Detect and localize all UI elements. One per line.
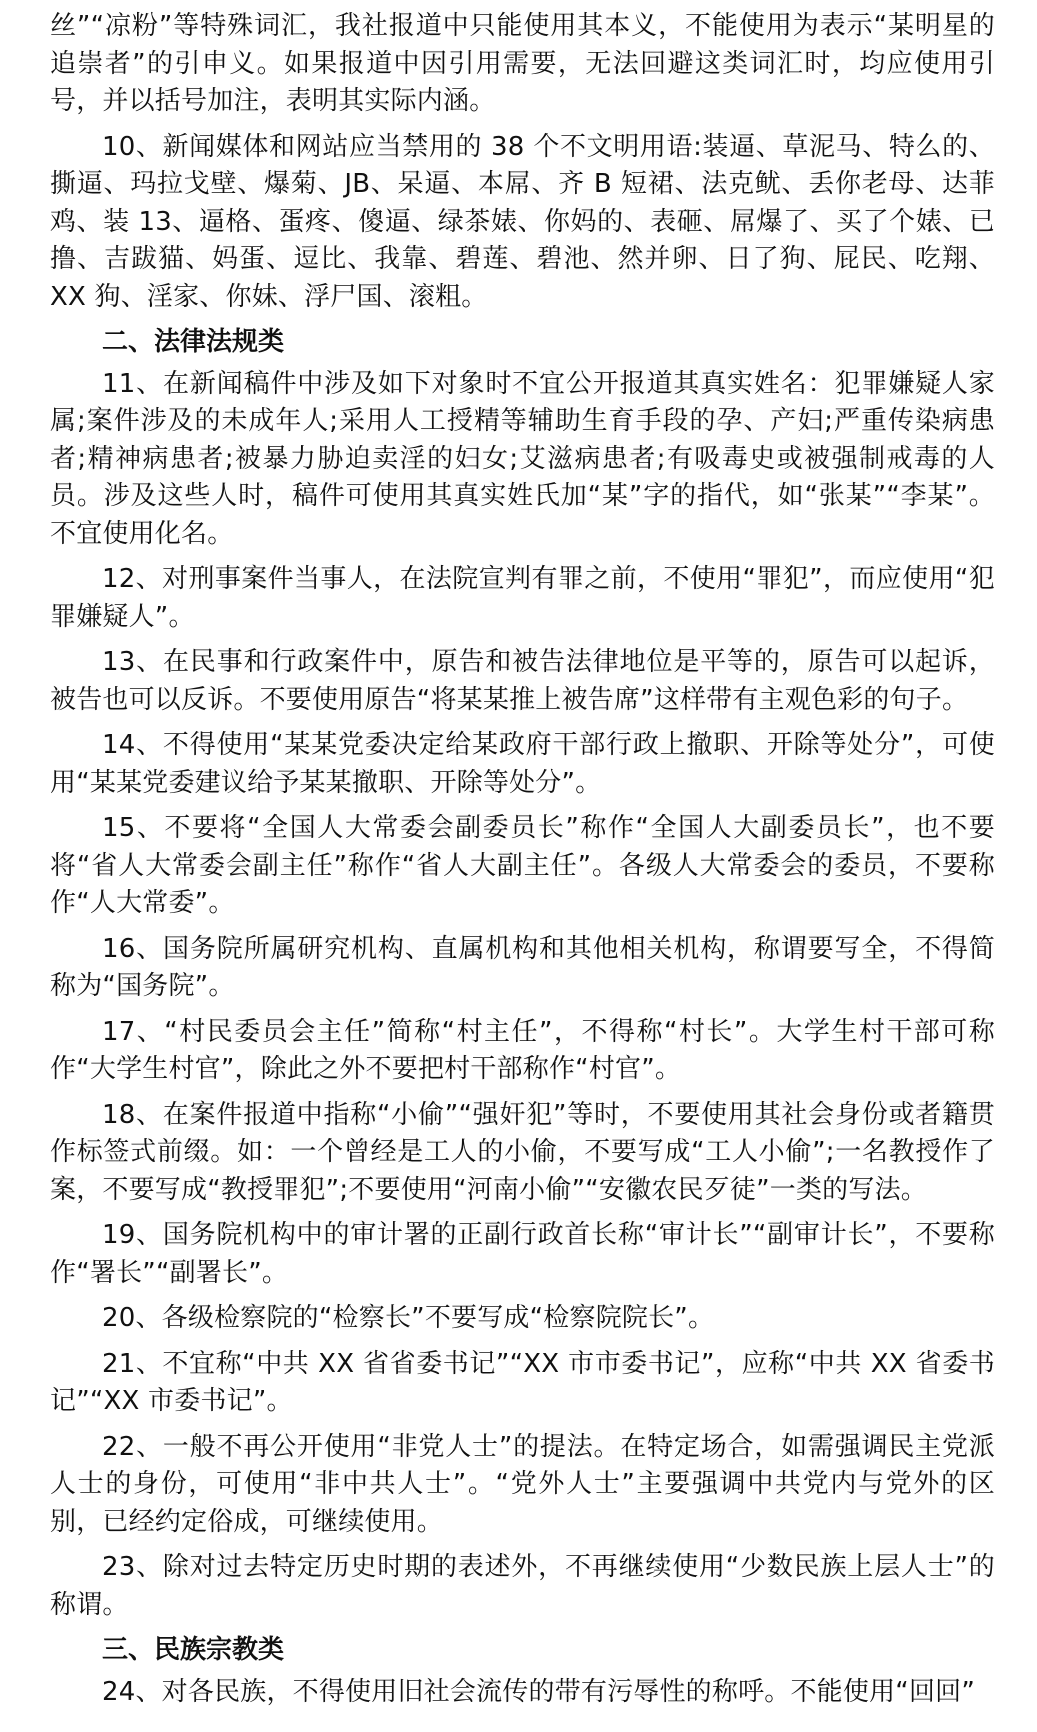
paragraph-item-23: 23、除对过去特定历史时期的表述外，不再继续使用“少数民族上层人士”的称谓。 <box>50 1552 995 1620</box>
paragraph-item-14: 14、不得使用“某某党委决定给某政府干部行政上撤职、开除等处分”，可使用“某某党委建议给予某某撤职、开除等处分”。 <box>50 730 995 798</box>
document-page <box>50 8 995 1719</box>
paragraph-item-24: 24、对各民族，不得使用旧社会流传的带有污辱性的称呼。不能使用“回回” <box>102 1676 976 1707</box>
paragraph-item-10: 10、新闻媒体和网站应当禁用的 38 个不文明用语:装逼、草泥马、特么的、撕逼、玛拉戈壁、爆菊、JB、呆逼、本屌、齐 B 短裙、法克鱿、丢你老母、达菲鸡、装 13、逼格、蛋疼、傻逼、绿茶婊、你妈的、表砸、屌爆了、买了个婊、已撸、吉跋猫、妈蛋、逗比、我靠、碧莲、碧池、然并卵、日了狗、屁民、吃翔、XX 狗、淫家、你妹、浮尸国、滚粗。 <box>50 131 995 312</box>
paragraph-item-21: 21、不宜称“中共 XX 省省委书记”“XX 市市委书记”，应称“中共 XX 省委书记”“XX 市委书记”。 <box>50 1348 995 1416</box>
paragraph-item-17: 17、“村民委员会主任”简称“村主任”，不得称“村长”。大学生村干部可称作“大学生村官”，除此之外不要把村干部称作“村官”。 <box>50 1016 995 1084</box>
paragraph-item-20: 20、各级检察院的“检察长”不要写成“检察院院长”。 <box>102 1303 715 1333</box>
paragraph-item-22: 22、一般不再公开使用“非党人士”的提法。在特定场合，如需强调民主党派人士的身份，可使用“非中共人士”。“党外人士”主要强调中共党内与党外的区别，已经约定俗成，可继续使用。 <box>50 1431 995 1537</box>
paragraph-item-11: 11、在新闻稿件中涉及如下对象时不宜公开报道其真实姓名：犯罪嫌疑人家属;案件涉及的未成年人;采用人工授精等辅助生育手段的孕、产妇;严重传染病患者;精神病患者;被暴力胁迫卖淫的妇女;艾滋病患者;有吸毒史或被强制戒毒的人员。涉及这些人时，稿件可使用其真实姓氏加“某”字的指代，如“张某”“李某”。不宜使用化名。 <box>50 368 995 549</box>
paragraph-item-12: 12、对刑事案件当事人，在法院宣判有罪之前，不使用“罪犯”，而应使用“犯罪嫌疑人”。 <box>50 564 995 632</box>
paragraph-item-13: 13、在民事和行政案件中，原告和被告法律地位是平等的，原告可以起诉，被告也可以反诉。不要使用原告“将某某推上被告席”这样带有主观色彩的句子。 <box>50 647 995 715</box>
paragraph-item-18: 18、在案件报道中指称“小偷”“强奸犯”等时，不要使用其社会身份或者籍贯作标签式前缀。如：一个曾经是工人的小偷，不要写成“工人小偷”;一名教授作了案，不要写成“教授罪犯”;不要使用“河南小偷”“安徽农民歹徒”一类的写法。 <box>50 1099 995 1205</box>
section-heading-ethnic-religion: 三、民族宗教类 <box>102 1635 285 1665</box>
paragraph-item-19: 19、国务院机构中的审计署的正副行政首长称“审计长”“副审计长”，不要称作“署长”“副署长”。 <box>50 1220 995 1288</box>
section-heading-legal: 二、法律法规类 <box>102 327 285 357</box>
paragraph-continued: 丝”“凉粉”等特殊词汇，我社报道中只能使用其本义，不能使用为表示“某明星的追崇者”的引申义。如果报道中因引用需要，无法回避这类词汇时，均应使用引号，并以括号加注，表明其实际内涵。 <box>50 11 995 116</box>
paragraph-item-15: 15、不要将“全国人大常委会副委员长”称作“全国人大副委员长”，也不要将“省人大常委会副主任”称作“省人大副主任”。各级人大常委会的委员，不要称作“人大常委”。 <box>50 813 995 918</box>
paragraph-item-16: 16、国务院所属研究机构、直属机构和其他相关机构，称谓要写全，不得简称为“国务院”。 <box>50 933 995 1001</box>
